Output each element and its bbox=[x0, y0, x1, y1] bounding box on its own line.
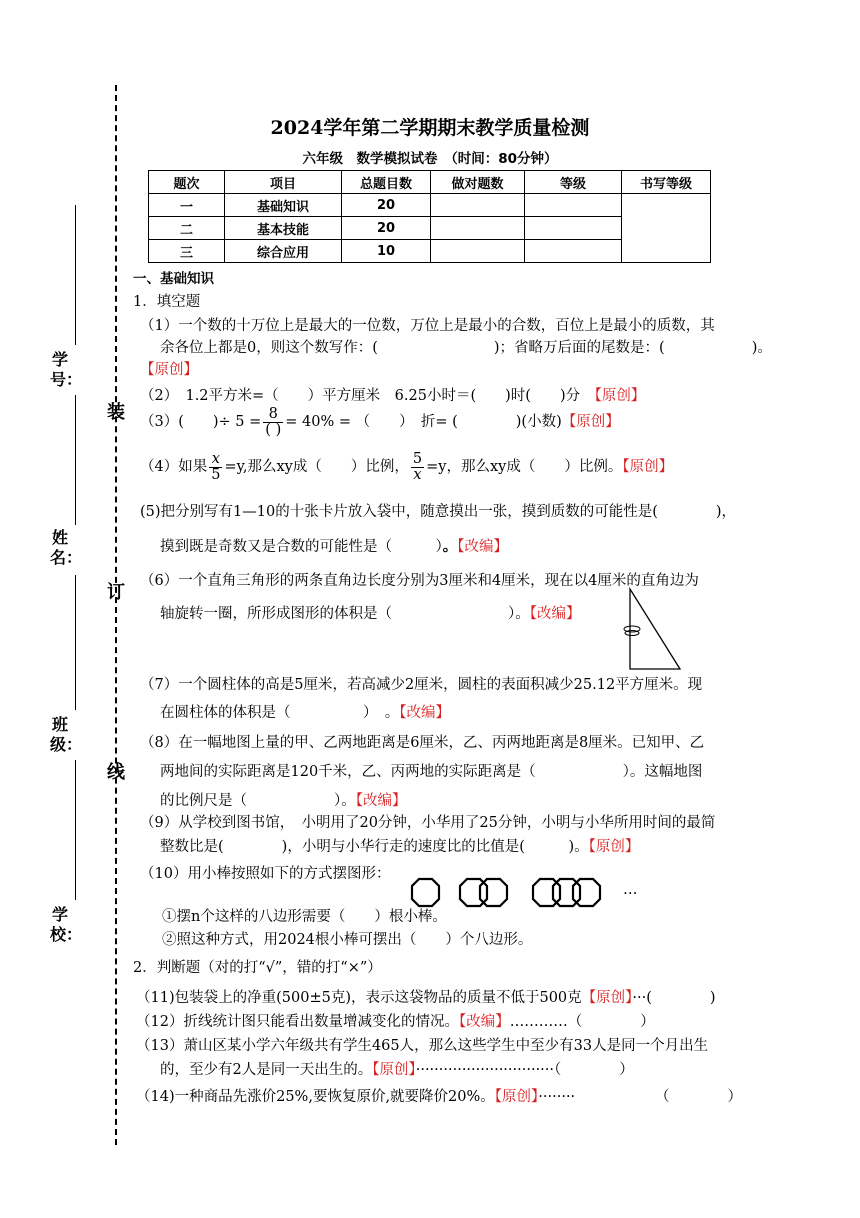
adapted-tag: 【改编】 bbox=[399, 705, 450, 721]
question-4-fraction-2 bbox=[411, 452, 424, 483]
original-tag: 【原创】 bbox=[594, 388, 646, 404]
question-8-line-1: （8）在一幅地图上量的甲、乙两地距离是6厘米，乙、丙两地距离是8厘米。已知甲、乙 bbox=[140, 735, 705, 751]
rotation-arrow-icon bbox=[625, 631, 639, 636]
fraction-numerator: 5 bbox=[412, 450, 423, 467]
class-label: 班级： bbox=[50, 715, 83, 754]
fraction-denominator: ( ) bbox=[265, 421, 282, 438]
score-table bbox=[148, 170, 711, 263]
class-line bbox=[75, 575, 76, 710]
question-7-line-1: （7）一个圆柱体的高是5厘米，若高减少2厘米，圆柱的表面积减少25.12平方厘米。现 bbox=[140, 677, 703, 693]
question-8-line-3 bbox=[160, 789, 407, 810]
score-table-header bbox=[149, 171, 711, 194]
original-tag: 【原创】 bbox=[588, 839, 640, 855]
question-3-fraction bbox=[263, 407, 283, 438]
question-3-text-b: = 40% = （ ） 折= ( )(小数) bbox=[285, 414, 562, 430]
row-item: 综合应用 bbox=[225, 240, 342, 263]
question-11 bbox=[136, 986, 716, 1007]
question-4-text-a: （4）如果 bbox=[140, 459, 208, 475]
question-2-text: （2） 1.2平方米=（ ）平方厘米 6.25小时＝( )时( )分 bbox=[140, 388, 595, 404]
question-8-text: 的比例尺是（ ）。 bbox=[160, 793, 356, 809]
header-cell: 等级 bbox=[525, 171, 622, 194]
adapted-tag: 【改编】 bbox=[355, 793, 407, 809]
question-14-answer: （ ） bbox=[655, 1089, 742, 1105]
question-8-line-2: 两地间的实际距离是120千米，乙、丙两地的实际距离是（ ）。这幅地图 bbox=[160, 764, 703, 780]
adapted-tag: 【改编】 bbox=[529, 606, 581, 622]
row-total: 20 bbox=[342, 194, 431, 217]
question-5-dot: 。 bbox=[442, 538, 458, 555]
fraction-denominator: 5 bbox=[211, 466, 221, 483]
header-cell: 题次 bbox=[149, 171, 225, 194]
fraction-numerator: x bbox=[209, 452, 222, 468]
binding-dashed-line bbox=[115, 85, 117, 1145]
question-7-text: 在圆柱体的体积是（ ） 。 bbox=[160, 705, 400, 721]
correct-count-cell[interactable] bbox=[431, 194, 525, 217]
judge-heading: 2．判断题（对的打“√”，错的打“×”） bbox=[133, 960, 382, 976]
header-cell: 做对题数 bbox=[431, 171, 525, 194]
triangle-shape bbox=[630, 589, 680, 669]
correct-count-cell[interactable] bbox=[431, 240, 525, 263]
fill-blank-heading: 1．填空题 bbox=[133, 294, 201, 310]
question-5-text: 摸到既是奇数又是合数的可能性是（ ） bbox=[160, 539, 443, 555]
question-9-line-1: （9）从学校到图书馆， 小明用了20分钟，小华用了25分钟，小明与小华所用时间的最简 bbox=[140, 815, 716, 831]
student-id-label: 学号： bbox=[50, 350, 83, 389]
question-10: （10）用小棒按照如下的方式摆图形： bbox=[140, 866, 391, 882]
fraction-denominator: x bbox=[413, 466, 422, 483]
question-3 bbox=[140, 405, 620, 439]
question-4-text-b: =y,那么xy成（ ）比例， bbox=[224, 459, 409, 475]
octagon-shape bbox=[480, 879, 507, 906]
table-row bbox=[149, 194, 711, 217]
header-cell: 项目 bbox=[225, 171, 342, 194]
header-cell: 书写等级 bbox=[622, 171, 711, 194]
correct-count-cell[interactable] bbox=[431, 217, 525, 240]
question-6-line-1: （6）一个直角三角形的两条直角边长度分别为3厘米和4厘米，现在以4厘米的直角边为 bbox=[140, 573, 699, 589]
question-4-text-c: =y，那么xy成（ ）比例。 bbox=[426, 459, 623, 475]
question-9-line-2 bbox=[160, 835, 639, 856]
question-7-line-2 bbox=[160, 701, 450, 722]
original-tag: 【原创】 bbox=[581, 990, 633, 1006]
section-heading: 一、基础知识 bbox=[133, 271, 214, 287]
binding-mark-zhuang: 装 bbox=[107, 402, 125, 423]
octagon-shape bbox=[412, 879, 439, 906]
question-11-text: （11)包装袋上的净重(500±5克)，表示这袋物品的质量不低于500克 bbox=[136, 990, 582, 1006]
row-no: 三 bbox=[149, 240, 225, 263]
school-label: 学校： bbox=[50, 905, 83, 944]
question-2 bbox=[140, 384, 645, 405]
question-5-line-1: (5)把分别写有1—10的十张卡片放入袋中，随意摸出一张，摸到质数的可能性是( )， bbox=[140, 504, 737, 520]
question-14 bbox=[136, 1085, 575, 1106]
name-label: 姓名： bbox=[50, 528, 83, 567]
question-6-text: 轴旋转一圈，所形成图形的体积是（ ）。 bbox=[160, 606, 530, 622]
question-13-line-1: （13）萧山区某小学六年级共有学生465人，那么这些学生中至少有33人是同一个月出生 bbox=[136, 1038, 709, 1054]
question-10-sub-1: ①摆n个这样的八边形需要（ ）根小棒。 bbox=[162, 909, 447, 925]
question-12-text: （12）折线统计图只能看出数量增减变化的情况。 bbox=[136, 1014, 459, 1030]
question-6-line-2 bbox=[160, 602, 581, 623]
binding-mark-ding: 订 bbox=[107, 582, 125, 603]
fraction-numerator: 8 bbox=[263, 407, 283, 423]
original-tag: 【原创】 bbox=[494, 1089, 539, 1105]
question-1-line-1: （1）一个数的十万位上是最大的一位数，万位上是最小的合数，百位上是最小的质数，其 bbox=[140, 318, 715, 334]
adapted-tag: 【改编】 bbox=[458, 1014, 510, 1030]
student-id-line bbox=[75, 205, 76, 345]
page-subtitle: 六年级 数学模拟试卷 （时间：80分钟） bbox=[302, 151, 558, 167]
question-13-line-2 bbox=[160, 1058, 634, 1079]
question-12 bbox=[136, 1010, 655, 1031]
grade-cell[interactable] bbox=[525, 240, 622, 263]
original-tag: 【原创】 bbox=[561, 414, 620, 430]
grade-cell[interactable] bbox=[525, 217, 622, 240]
row-no: 二 bbox=[149, 217, 225, 240]
question-3-text-a: （3）( )÷ 5 = bbox=[140, 414, 262, 430]
question-13-answer: ······························（ ） bbox=[415, 1062, 634, 1078]
binding-mark-xian: 线 bbox=[107, 762, 125, 783]
right-triangle-diagram bbox=[620, 585, 690, 675]
writing-grade-cell[interactable] bbox=[622, 194, 711, 263]
row-total: 20 bbox=[342, 217, 431, 240]
grade-cell[interactable] bbox=[525, 194, 622, 217]
row-item: 基础知识 bbox=[225, 194, 342, 217]
question-1-line-2: 余各位上都是0，则这个数写作：( )；省略万后面的尾数是：( )。 bbox=[160, 340, 772, 356]
pattern-ellipsis: … bbox=[623, 882, 638, 898]
question-11-answer: ···( ) bbox=[632, 990, 716, 1006]
question-5-line-2 bbox=[160, 535, 508, 556]
row-no: 一 bbox=[149, 194, 225, 217]
original-tag: 【原创】 bbox=[372, 1062, 416, 1078]
row-total: 10 bbox=[342, 240, 431, 263]
school-line bbox=[75, 760, 76, 900]
question-14-text: （14)一种商品先涨价25%,要恢复原价,就要降价20%。 bbox=[136, 1089, 495, 1105]
question-12-answer: …………（ ） bbox=[509, 1014, 655, 1030]
question-14-dots: ········ bbox=[538, 1089, 576, 1105]
header-cell: 总题目数 bbox=[342, 171, 431, 194]
row-item: 基本技能 bbox=[225, 217, 342, 240]
octagon-shape bbox=[573, 879, 600, 906]
question-4 bbox=[140, 450, 673, 484]
question-10-sub-2: ②照这种方式，用2024根小棒可摆出（ ）个八边形。 bbox=[162, 932, 533, 948]
page-title: 2024学年第二学期期末教学质量检测 bbox=[270, 117, 590, 139]
question-4-fraction-1 bbox=[209, 452, 222, 483]
adapted-tag: 【改编】 bbox=[457, 539, 508, 555]
name-line bbox=[75, 395, 76, 525]
original-tag: 【原创】 bbox=[140, 362, 198, 378]
question-9-text: 整数比是( )，小明与小华行走的速度比的比值是( )。 bbox=[160, 839, 589, 855]
question-13-text: 的，至少有2人是同一天出生的。 bbox=[160, 1062, 373, 1078]
original-tag: 【原创】 bbox=[622, 459, 674, 475]
